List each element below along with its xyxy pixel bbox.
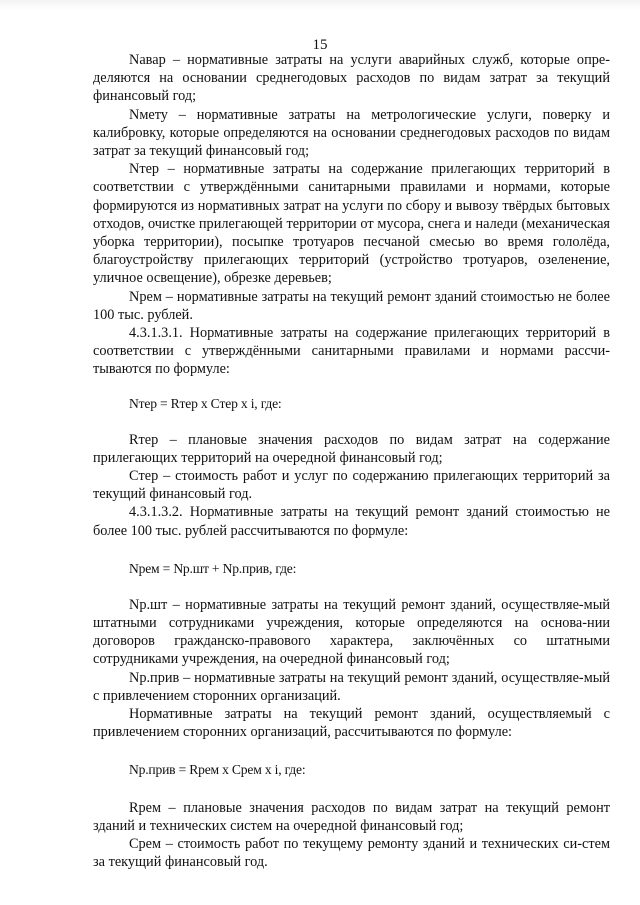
scan-edge-artifact	[0, 0, 640, 20]
formula-nr-priv: Nр.прив = Rрем х Cрем х i, где:	[129, 761, 306, 777]
paragraph-rrem: Rрем – плановые значения расходов по видам затрат на текущий ремонт зданий и технических систем на очередной финансовый год;	[93, 799, 610, 834]
paragraph-section-4-3-1-3-1: 4.3.1.3.1. Нормативные затраты на содержание прилегающих территорий в соответствии с утверждёнными санитарными правилами и нормами рассчи-тываются по формуле:	[93, 325, 610, 378]
paragraph-nter: Nтер – нормативные затраты на содержание прилегающих территорий в соответствии с утверждёнными санитарными правилами и нормами, которые формируются из нормативных затрат на услуги по сбору и вывозу твёрдых бытовых отходов, очистке прилегающей территории от мусора, снега и наледи (механическая уборка территории), посыпке тротуаров песчаной смесью во время гололёда, благоустройству прилегающих территорий (устройство тротуаров, озеленение, уличное освещение), обрезке деревьев;	[93, 161, 610, 287]
paragraph-section-4-3-1-3-2: 4.3.1.3.2. Нормативные затраты на текущий ремонт зданий стоимостью не более 100 тыс. рублей рассчитываются по формуле:	[93, 504, 610, 539]
formula-nter: Nтер = Rтер х Cтер х i, где:	[129, 395, 282, 411]
paragraph-nmetu: Nмету – нормативные затраты на метрологические услуги, поверку и калибровку, которые определяются на основании среднегодовых расходов по видам затрат за текущий финансовый год;	[93, 106, 610, 160]
paragraph-nr-sht: Nр.шт – нормативные затраты на текущий ремонт зданий, осуществляе-мый штатными сотрудниками учреждения, которые определяются на основа-нии договоров гражданско-правового характера, заключённых со штатными сотрудниками учреждения, на очередной финансовый год;	[93, 596, 610, 668]
paragraph-cter: Cтер – стоимость работ и услуг по содержанию прилегающих территорий за текущий финансовый год.	[93, 468, 610, 503]
paragraph-crem: Cрем – стоимость работ по текущему ремонту зданий и технических си-стем за текущий финансовый год.	[93, 835, 610, 871]
formula-nrem: Nрем = Nр.шт + Nр.прив, где:	[129, 560, 297, 576]
paragraph-rter: Rтер – плановые значения расходов по видам затрат на содержание прилегающих территорий на очередной финансовый год;	[93, 431, 610, 466]
page-number: 15	[312, 37, 328, 53]
document-body	[93, 51, 610, 871]
paragraph-nrem: Nрем – нормативные затраты на текущий ремонт зданий стоимостью не более 100 тыс. рублей.	[93, 288, 610, 323]
paragraph-external-repair: Нормативные затраты на текущий ремонт зданий, осуществляемый с привлечением сторонних организаций, рассчитываются по формуле:	[93, 706, 610, 741]
paragraph-navar: Nавар – нормативные затраты на услуги аварийных служб, которые опре-деляются на основании среднегодовых расходов по видам затрат за текущий финансовый год;	[93, 52, 610, 105]
paragraph-nr-priv: Nр.прив – нормативные затраты на текущий ремонт зданий, осуществляе-мый с привлечением сторонних организаций.	[93, 669, 610, 704]
